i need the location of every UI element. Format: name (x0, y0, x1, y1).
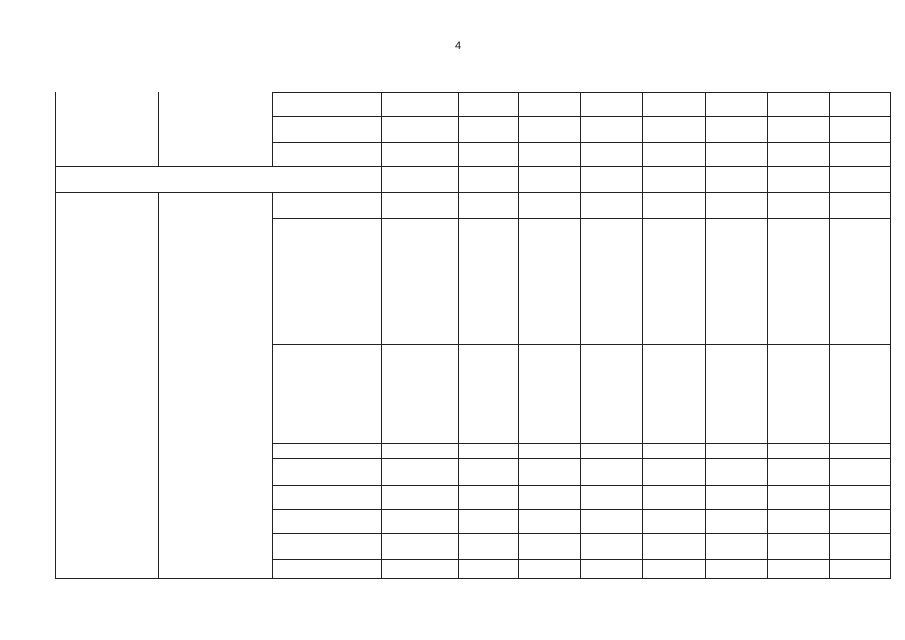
table-border-col-6 (580, 92, 581, 578)
table-border-col-9 (767, 92, 768, 578)
table-band-top (55, 166, 272, 167)
table-border-col2-top (272, 92, 273, 166)
table-row-border-3 (272, 166, 891, 167)
table-border-col-11 (890, 92, 891, 578)
table-border-col-4 (458, 92, 459, 578)
table-row-border-8 (272, 458, 891, 459)
table-border-col1-top (158, 92, 159, 166)
table-bottom-left (55, 578, 272, 579)
table-row-border-11 (272, 533, 891, 534)
table-border-col-8 (705, 92, 706, 578)
table-row-border-4 (272, 192, 891, 193)
table-row-border-2 (272, 142, 891, 143)
table-border-col-3 (381, 92, 382, 578)
table-border-col2-bottom (272, 192, 273, 578)
table-row-border-5 (272, 218, 891, 219)
table-row-border-6 (272, 344, 891, 345)
table-row-border-13 (272, 578, 891, 579)
page-number: 4 (455, 40, 462, 52)
table-border-col1-bottom (158, 192, 159, 578)
table-row-border-12 (272, 559, 891, 560)
table-border-col-10 (829, 92, 830, 578)
table-row-border-0 (272, 92, 891, 93)
table-border-left (55, 92, 56, 578)
table-row-border-7 (272, 443, 891, 444)
table-row-border-1 (272, 116, 891, 117)
table-border-col-7 (642, 92, 643, 578)
table-band-bottom (55, 192, 272, 193)
table-border-col-5 (518, 92, 519, 578)
table-row-border-10 (272, 509, 891, 510)
table-row-border-9 (272, 485, 891, 486)
